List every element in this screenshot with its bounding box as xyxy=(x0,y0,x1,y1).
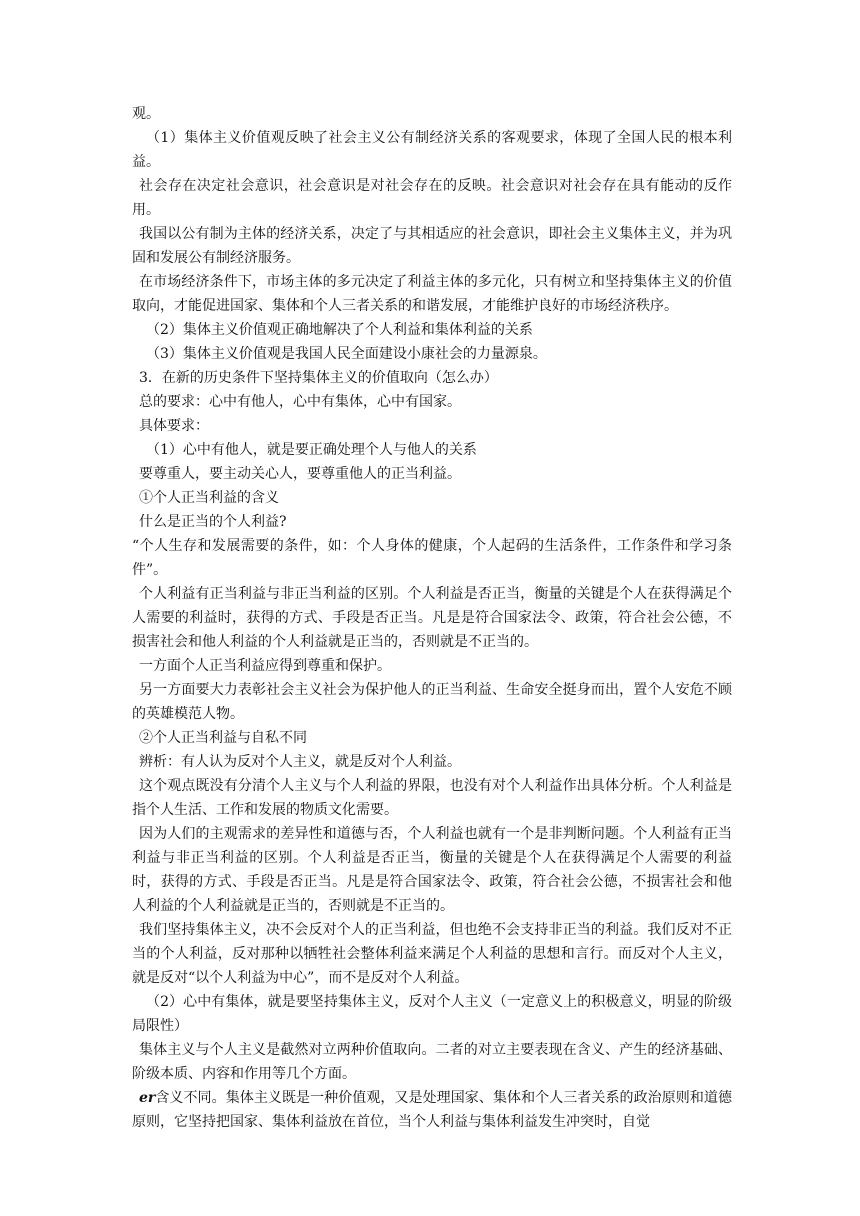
paragraph: （2）心中有集体，就是要坚持集体主义，反对个人主义（一定意义上的积极意义，明显的阶级局限性） xyxy=(132,994,732,1034)
paragraph: 在市场经济条件下，市场主体的多元决定了利益主体的多元化，只有树立和坚持集体主义的价值取向，才能促进国家、集体和个人三者关系的和谐发展，才能维护良好的市场经济秩序。 xyxy=(132,274,732,314)
paragraph: 这个观点既没有分清个人主义与个人利益的界限，也没有对个人利益作出具体分析。个人利益是指个人生活、工作和发展的物质文化需要。 xyxy=(132,778,732,818)
paragraph: 什么是正当的个人利益? xyxy=(139,514,287,530)
paragraph: 另一方面要大力表彰社会主义社会为保护他人的正当利益、生命安全挺身而出，置个人安危不顾的英雄模范人物。 xyxy=(132,682,732,722)
paragraph: ①个人正当利益的含义 xyxy=(139,490,279,506)
paragraph: 观。 xyxy=(132,106,160,122)
paragraph: 具体要求： xyxy=(139,418,209,434)
paragraph: （2）集体主义价值观正确地解决了个人利益和集体利益的关系 xyxy=(146,322,533,338)
paragraph: ②个人正当利益与自私不同 xyxy=(139,730,307,746)
paragraph: 要尊重人，要主动关心人，要尊重他人的正当利益。 xyxy=(139,466,461,482)
paragraph: 总的要求：心中有他人，心中有集体，心中有国家。 xyxy=(139,394,461,410)
paragraph: 集体主义与个人主义是截然对立两种价值取向。二者的对立主要表现在含义、产生的经济基础、阶级本质、内容和作用等几个方面。 xyxy=(132,1042,732,1082)
paragraph-text: 含义不同。集体主义既是一种价值观，又是处理国家、集体和个人三者关系的政治原则和道德原则，它坚持把国家、集体利益放在首位，当个人利益与集体利益发生冲突时，自觉 xyxy=(132,1090,732,1130)
paragraph: 我们坚持集体主义，决不会反对个人的正当利益，但也绝不会支持非正当的利益。我们反对不正当的个人利益，反对那种以牺牲社会整体利益来满足个人利益的思想和言行。而反对个人主义，就是反对“以个人利益为中心”，而不是反对个人利益。 xyxy=(132,922,732,986)
paragraph: 因为人们的主观需求的差异性和道德与否，个人利益也就有一个是非判断问题。个人利益有正当利益与非正当利益的区别。个人利益是否正当，衡量的关键是个人在获得满足个人需要的利益时，获得的方式、手段是否正当。凡是是符合国家法令、政策，符合社会公德，不损害社会和他人利益的个人利益就是正当的，否则就是不正当的。 xyxy=(132,826,732,914)
paragraph: 3．在新的历史条件下坚持集体主义的价值取向（怎么办） xyxy=(139,370,498,386)
paragraph-last xyxy=(132,1086,732,1134)
paragraph: （1）心中有他人，就是要正确处理个人与他人的关系 xyxy=(146,442,477,458)
paragraph: 个人利益有正当利益与非正当利益的区别。个人利益是否正当，衡量的关键是个人在获得满足个人需要的利益时，获得的方式、手段是否正当。凡是是符合国家法令、政策，符合社会公德，不损害社会和他人利益的个人利益就是正当的，否则就是不正当的。 xyxy=(132,586,732,650)
document-body xyxy=(132,102,732,1134)
paragraph: 我国以公有制为主体的经济关系，决定了与其相适应的社会意识，即社会主义集体主义，并为巩固和发展公有制经济服务。 xyxy=(132,226,732,266)
paragraph: 辨析：有人认为反对个人主义，就是反对个人利益。 xyxy=(139,754,461,770)
paragraph: 社会存在决定社会意识，社会意识是对社会存在的反映。社会意识对社会存在具有能动的反作用。 xyxy=(132,178,732,218)
paragraph: “个人生存和发展需要的条件，如：个人身体的健康，个人起码的生活条件，工作条件和学习条件”。 xyxy=(132,538,732,578)
paragraph: （3）集体主义价值观是我国人民全面建设小康社会的力量源泉。 xyxy=(146,346,547,362)
paragraph: （1）集体主义价值观反映了社会主义公有制经济关系的客观要求，体现了全国人民的根本利益。 xyxy=(132,130,732,170)
bullet-glyph: er xyxy=(139,1090,156,1106)
paragraph: 一方面个人正当利益应得到尊重和保护。 xyxy=(139,658,391,674)
